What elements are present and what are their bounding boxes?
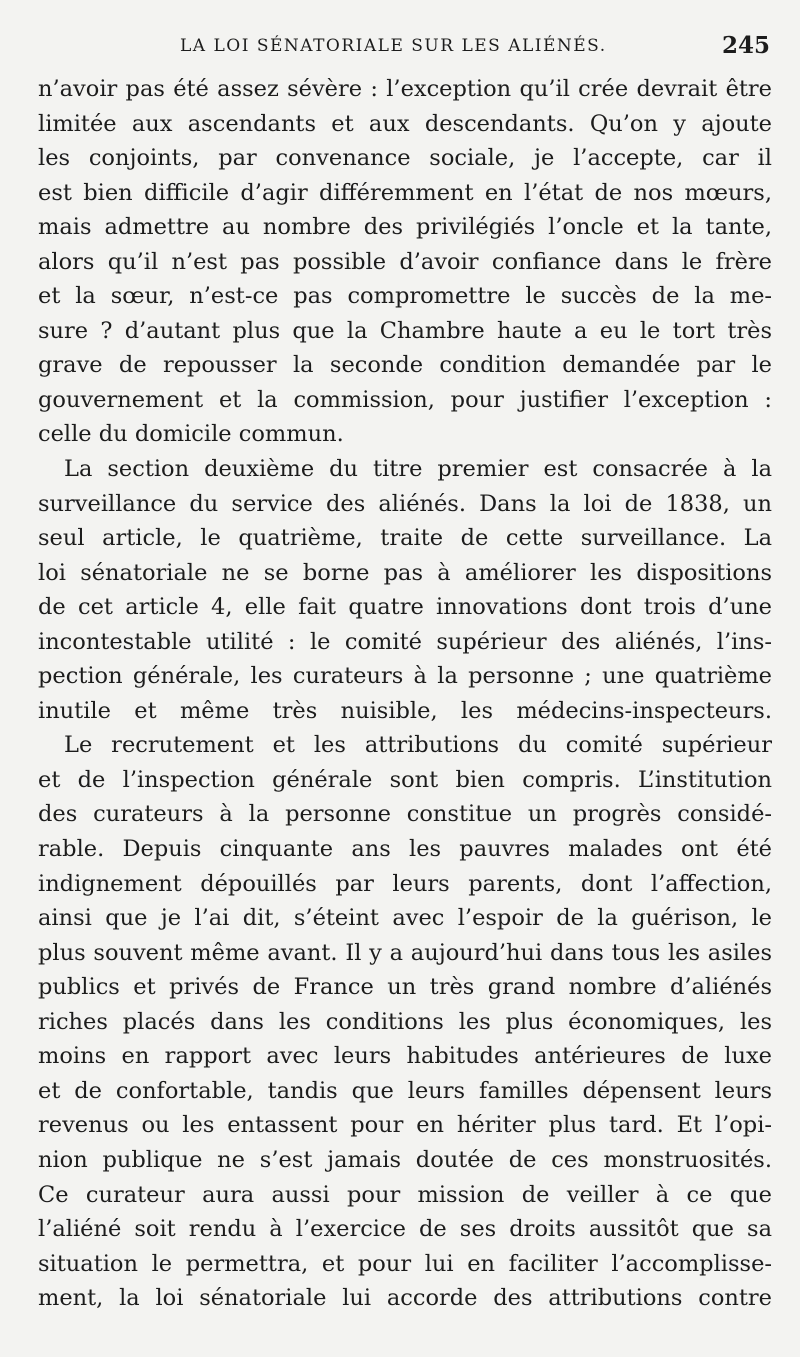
text-line: grave de repousser la seconde condition demandée par le (38, 352, 772, 379)
text-line: l’aliéné soit rendu à l’exercice de ses droits aussitôt que sa (38, 1216, 772, 1243)
text-line: pection générale, les curateurs à la personne ; une quatrième (38, 663, 772, 690)
page-number: 245 (721, 32, 770, 59)
text-line: de cet article 4, elle fait quatre innovations dont trois d’une (38, 594, 772, 621)
text-line: mais admettre au nombre des privilégiés l’oncle et la tante, (38, 214, 772, 241)
text-line: et de confortable, tandis que leurs familles dépensent leurs (38, 1077, 772, 1104)
text-line: et de l’inspection générale sont bien compris. L’institution (38, 766, 772, 793)
text-line: La section deuxième du titre premier est consacrée à la (64, 456, 772, 483)
text-line: et la sœur, n’est-ce pas compromettre le succès de la me- (38, 283, 772, 310)
text-line: seul article, le quatrième, traite de cette surveillance. La (38, 525, 772, 552)
text-line: Ce curateur aura aussi pour mission de veiller à ce que (38, 1181, 772, 1208)
text-line: alors qu’il n’est pas possible d’avoir confiance dans le frère (38, 248, 772, 275)
text-line: plus souvent même avant. Il y a aujourd’hui dans tous les asiles (38, 939, 772, 966)
text-line: Le recrutement et les attributions du comité supérieur (64, 732, 772, 759)
text-line: riches placés dans les conditions les plus économiques, les (38, 1008, 772, 1035)
text-line: indignement dépouillés par leurs parents, dont l’affection, (38, 870, 772, 897)
page-header (40, 34, 770, 64)
text-line: incontestable utilité : le comité supérieur des aliénés, l’ins- (38, 628, 772, 655)
text-line: loi sénatoriale ne se borne pas à améliorer les dispositions (38, 559, 772, 586)
text-line: gouvernement et la commission, pour justifier l’exception : (38, 386, 772, 413)
text-line: situation le permettra, et pour lui en faciliter l’accomplisse- (38, 1250, 772, 1277)
text-line: ainsi que je l’ai dit, s’éteint avec l’espoir de la guérison, le (38, 905, 772, 932)
text-line: n’avoir pas été assez sévère : l’exception qu’il crée devrait être (38, 76, 772, 102)
text-line: des curateurs à la personne constitue un progrès considé- (38, 801, 772, 828)
text-line: est bien difficile d’agir différemment en l’état de nos mœurs, (38, 179, 772, 206)
text-line: revenus ou les entassent pour en hériter plus tard. Et l’opi- (38, 1112, 772, 1139)
text-line: moins en rapport avec leurs habitudes antérieures de luxe (38, 1043, 772, 1070)
text-line: inutile et même très nuisible, les médecins-inspecteurs. (38, 697, 772, 724)
text-line: les conjoints, par convenance sociale, je l’accepte, car il (38, 145, 772, 172)
body-text (38, 72, 772, 1316)
text-line: nion publique ne s’est jamais doutée de ces monstruosités. (38, 1146, 772, 1173)
text-line: celle du domicile commun. (38, 421, 344, 448)
text-line: ment, la loi sénatoriale lui accorde des attributions contre (38, 1285, 772, 1312)
text-line: surveillance du service des aliénés. Dans la loi de 1838, un (38, 490, 772, 517)
text-line: publics et privés de France un très grand nombre d’aliénés (38, 974, 772, 1001)
text-line: sure ? d’autant plus que la Chambre haute a eu le tort très (38, 317, 772, 344)
text-line: rable. Depuis cinquante ans les pauvres malades ont été (38, 836, 772, 863)
running-head: LA LOI SÉNATORIALE SUR LES ALIÉNÉS. (180, 36, 607, 56)
text-line: limitée aux ascendants et aux descendants. Qu’on y ajoute (38, 110, 772, 137)
